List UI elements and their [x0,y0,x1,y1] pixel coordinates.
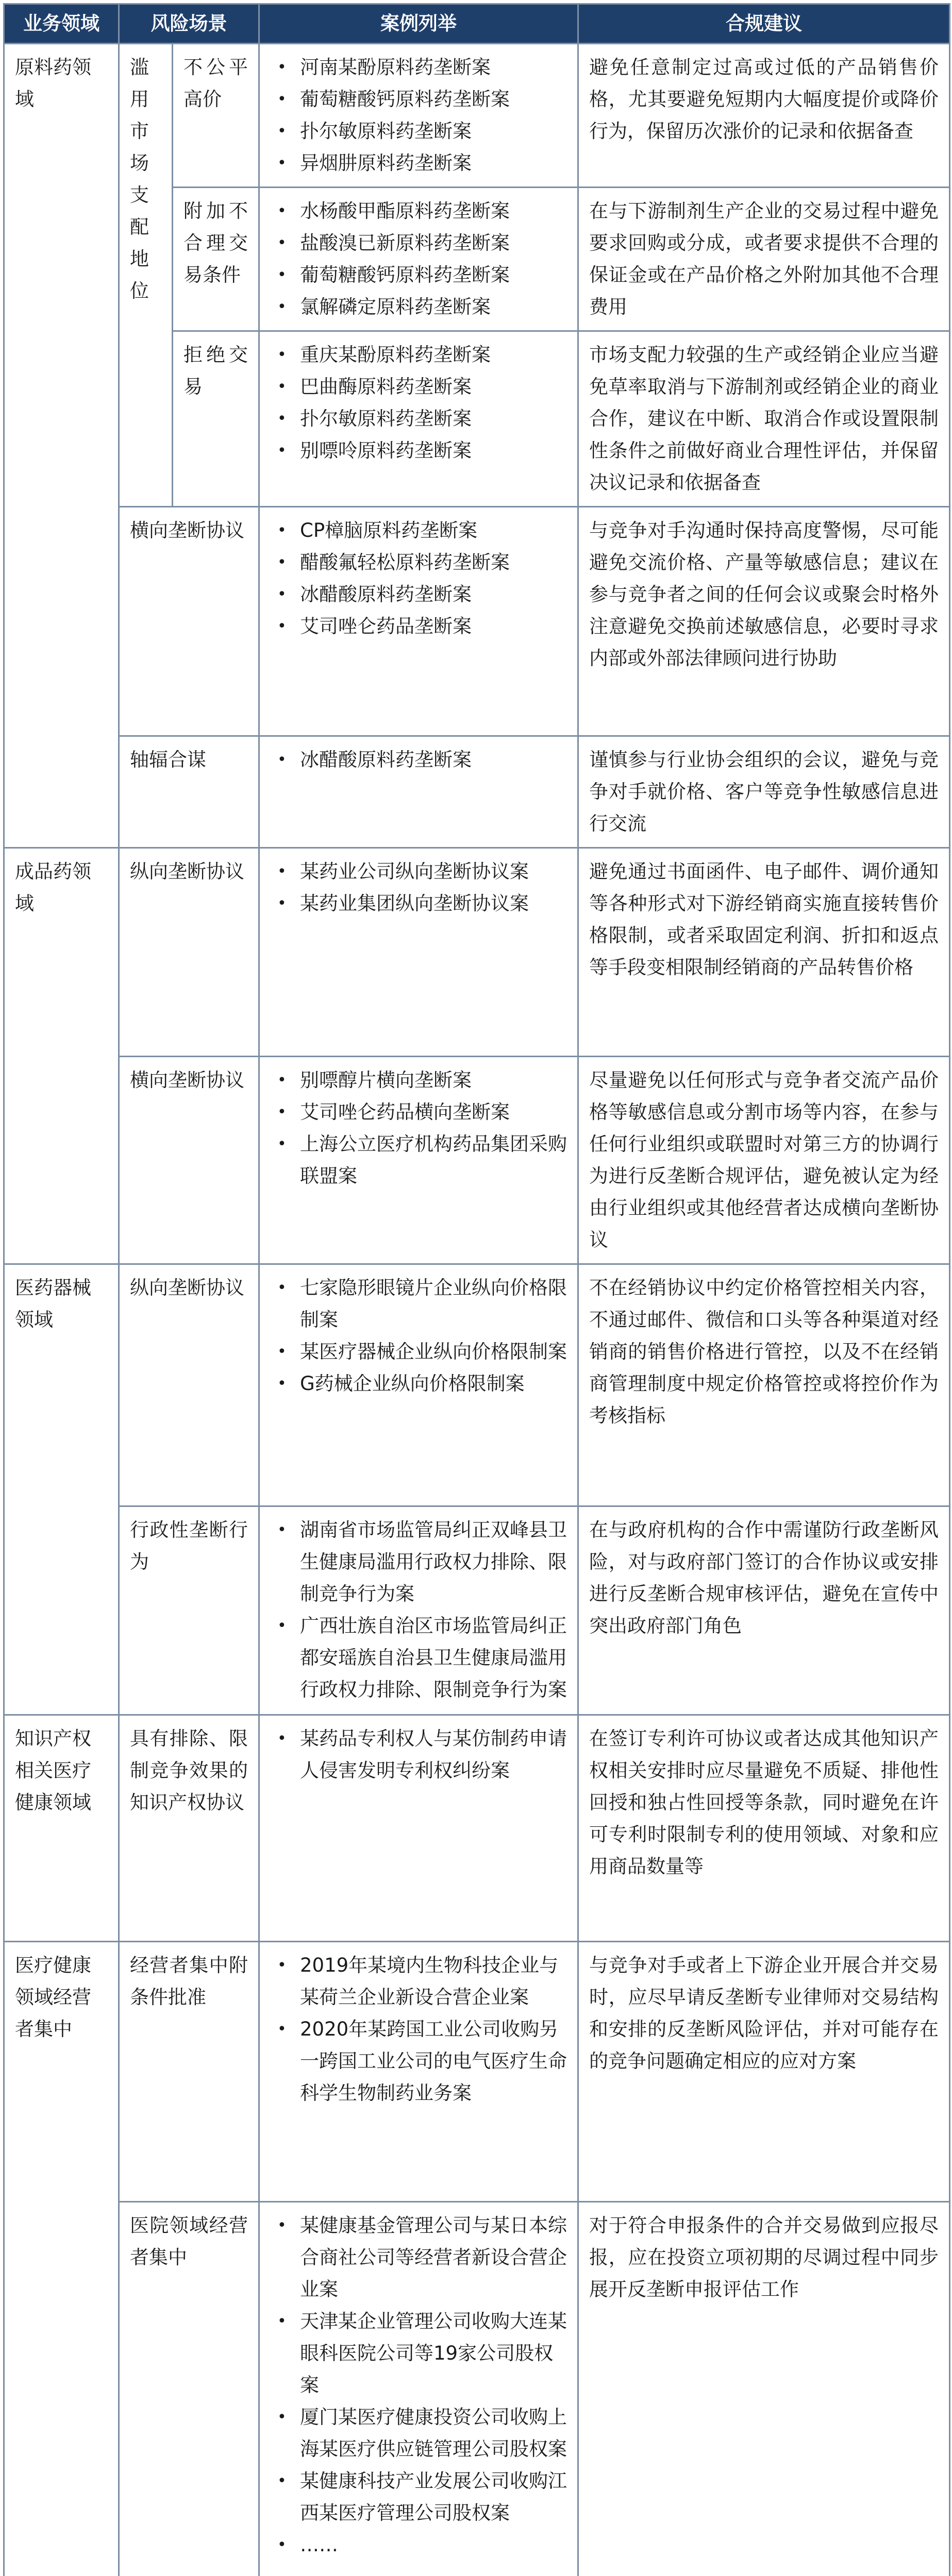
advice-cell: 与竞争对手或者上下游企业开展合并交易时，应尽早请反垄断专业律师对交易结构和安排的反垄断风险评估，并对可能存在的竞争问题确定相应的应对方案 [578,1942,950,2202]
advice-cell: 与竞争对手沟通时保持高度警惕，尽可能避免交流价格、产量等敏感信息；建议在参与竞争者之间的任何会议或聚会时格外注意避免交换前述敏感信息，必要时寻求内部或外部法律顾问进行协助 [578,507,950,736]
case-item: • 葡萄糖酸钙原料药垄断案 [277,259,567,291]
advice-cell: 避免通过书面函件、电子邮件、调价通知等各种形式对下游经销商实施直接转售价格限制，或者采取固定利润、折扣和返点等手段变相限制经销商的产品转售价格 [578,848,950,1057]
case-item: • 河南某酚原料药垄断案 [277,52,567,83]
case-item: • 湖南省市场监管局纠正双峰县卫生健康局滥用行政权力排除、限制竞争行为案 [277,1514,567,1610]
advice-cell: 避免任意制定过高或过低的产品销售价格，尤其要避免短期内大幅度提价或降价行为，保留历次涨价的记录和依据备查 [578,44,950,188]
advice-cell: 对于符合申报条件的合并交易做到应报尽报，应在投资立项初期的尽调过程中同步展开反垄断申报评估工作 [578,2202,950,2576]
scenario-cell: 不公平高价 [173,44,259,188]
case-list [270,856,567,920]
case-cell [259,1506,578,1715]
advice-cell: 尽量避免以任何形式与竞争者交流产品价格等敏感信息或分割市场等内容，在参与任何行业组织或联盟时对第三方的协调行为进行反垄断合规评估，避免被认定为经由行业组织或其他经营者达成横向垄断协议 [578,1057,950,1264]
case-item: • 重庆某酚原料药垄断案 [277,339,567,371]
case-item: • 2019年某境内生物科技企业与某荷兰企业新设合营企业案 [277,1950,567,2013]
case-item: • 上海公立医疗机构药品集团采购联盟案 [277,1128,567,1192]
case-item: • 艾司唑仑药品垄断案 [277,611,567,642]
table-row [4,1057,950,1264]
table-row [4,44,950,188]
scenario-cell: 横向垄断协议 [119,507,259,736]
case-item: • 七家隐形眼镜片企业纵向价格限制案 [277,1272,567,1336]
scenario-cell: 纵向垄断协议 [119,1264,259,1506]
case-item: • 某健康基金管理公司与某日本综合商社公司等经营者新设合营企业案 [277,2210,567,2306]
scenario-cell: 纵向垄断协议 [119,848,259,1057]
case-item: • 天津某企业管理公司收购大连某眼科医院公司等19家公司股权案 [277,2306,567,2401]
advice-cell: 谨慎参与行业协会组织的会议，避免与竞争对手就价格、客户等竞争性敏感信息进行交流 [578,736,950,848]
case-item: • 厦门某医疗健康投资公司收购上海某医疗供应链管理公司股权案 [277,2401,567,2465]
case-item: • 冰醋酸原料药垄断案 [277,744,567,776]
case-cell [259,507,578,736]
advice-cell: 市场支配力较强的生产或经销企业应当避免草率取消与下游制剂或经销企业的商业合作，建议在中断、取消合作或设置限制性条件之前做好商业合理性评估，并保留决议记录和依据备查 [578,331,950,507]
case-item: • 水杨酸甲酯原料药垄断案 [277,195,567,227]
case-list [270,1950,567,2109]
domain-cell: 知识产权相关医疗健康领域 [4,1715,119,1942]
domain-cell: 成品药领域 [4,848,119,1264]
case-item: • 巴曲酶原料药垄断案 [277,371,567,403]
case-cell [259,188,578,331]
scenario-cell: 拒绝交易 [173,331,259,507]
case-cell [259,44,578,188]
case-item: • 某药业公司纵向垄断协议案 [277,856,567,888]
table-row [4,1506,950,1715]
advice-cell: 在签订专利许可协议或者达成其他知识产权相关安排时应尽量避免不质疑、排他性回授和独占性回授等条款，同时避免在许可专利时限制专利的使用领域、对象和应用商品数量等 [578,1715,950,1942]
advice-cell: 在与下游制剂生产企业的交易过程中避免要求回购或分成，或者要求提供不合理的保证金或在产品价格之外附加其他不合理费用 [578,188,950,331]
case-item: • 某药业集团纵向垄断协议案 [277,888,567,920]
case-list [270,744,567,776]
case-cell [259,1057,578,1264]
header-case-examples: 案例列举 [259,4,578,44]
case-cell [259,331,578,507]
scenario-cell: 具有排除、限制竞争效果的知识产权协议 [119,1715,259,1942]
scenario-group-cell: 滥用市场支配地位 [119,44,173,507]
domain-cell: 医药器械领域 [4,1264,119,1715]
table-row [4,1942,950,2202]
case-item: • 盐酸溴已新原料药垄断案 [277,227,567,259]
advice-cell: 不在经销协议中约定价格管控相关内容，不通过邮件、微信和口头等各种渠道对经销商的销售价格进行管控，以及不在经销商管理制度中规定价格管控或将控价作为考核指标 [578,1264,950,1506]
domain-cell: 原料药领域 [4,44,119,848]
case-item: • 广西壮族自治区市场监管局纠正都安瑶族自治县卫生健康局滥用行政权力排除、限制竞争行为案 [277,1610,567,1706]
case-item: • 葡萄糖酸钙原料药垄断案 [277,83,567,115]
case-item: • 扑尔敏原料药垄断案 [277,403,567,435]
table-row [4,848,950,1057]
case-item: • 异烟肼原料药垄断案 [277,147,567,179]
scenario-cell: 附加不合理交易条件 [173,188,259,331]
case-list [270,1723,567,1787]
table-row [4,507,950,736]
case-item: • …… [277,2529,567,2561]
case-cell [259,736,578,848]
case-cell [259,1264,578,1506]
case-list [270,1272,567,1400]
case-item: • 别嘌呤原料药垄断案 [277,435,567,467]
table-row [4,736,950,848]
case-list [270,1064,567,1192]
case-item: • 冰醋酸原料药垄断案 [277,579,567,611]
case-cell [259,2202,578,2576]
case-list [270,1514,567,1706]
case-item: • 某健康科技产业发展公司收购江西某医疗管理公司股权案 [277,2465,567,2529]
case-item: • 别嘌醇片横向垄断案 [277,1064,567,1096]
table-row [4,1715,950,1942]
case-list [270,2210,567,2561]
case-item: • CP樟脑原料药垄断案 [277,515,567,547]
case-cell [259,1715,578,1942]
case-list [270,195,567,323]
case-item: • 艾司唑仑药品横向垄断案 [277,1096,567,1128]
scenario-cell: 横向垄断协议 [119,1057,259,1264]
case-item: • G药械企业纵向价格限制案 [277,1368,567,1400]
case-list [270,52,567,179]
case-item: • 某医疗器械企业纵向价格限制案 [277,1336,567,1368]
domain-cell: 医疗健康领域经营者集中 [4,1942,119,2576]
case-item: • 氯解磷定原料药垄断案 [277,291,567,323]
header-compliance-advice: 合规建议 [578,4,950,44]
table-row [4,2202,950,2576]
case-item: • 某药品专利权人与某仿制药申请人侵害发明专利权纠纷案 [277,1723,567,1787]
case-cell [259,1942,578,2202]
case-item: • 醋酸氟轻松原料药垄断案 [277,547,567,579]
scenario-cell: 行政性垄断行为 [119,1506,259,1715]
scenario-cell: 医院领域经营者集中 [119,2202,259,2576]
case-cell [259,848,578,1057]
scenario-cell: 经营者集中附条件批准 [119,1942,259,2202]
case-item: • 扑尔敏原料药垄断案 [277,115,567,147]
header-row [4,4,950,44]
scenario-cell: 轴辐合谋 [119,736,259,848]
table-row [4,1264,950,1506]
case-item: • 2020年某跨国工业公司收购另一跨国工业公司的电气医疗生命科学生物制药业务案 [277,2013,567,2109]
case-list [270,515,567,642]
header-risk-scenario: 风险场景 [119,4,259,44]
advice-cell: 在与政府机构的合作中需谨防行政垄断风险，对与政府部门签订的合作协议或安排进行反垄断合规审核评估，避免在宣传中突出政府部门角色 [578,1506,950,1715]
case-list [270,339,567,467]
header-business-domain: 业务领域 [4,4,119,44]
compliance-table [3,3,950,2576]
